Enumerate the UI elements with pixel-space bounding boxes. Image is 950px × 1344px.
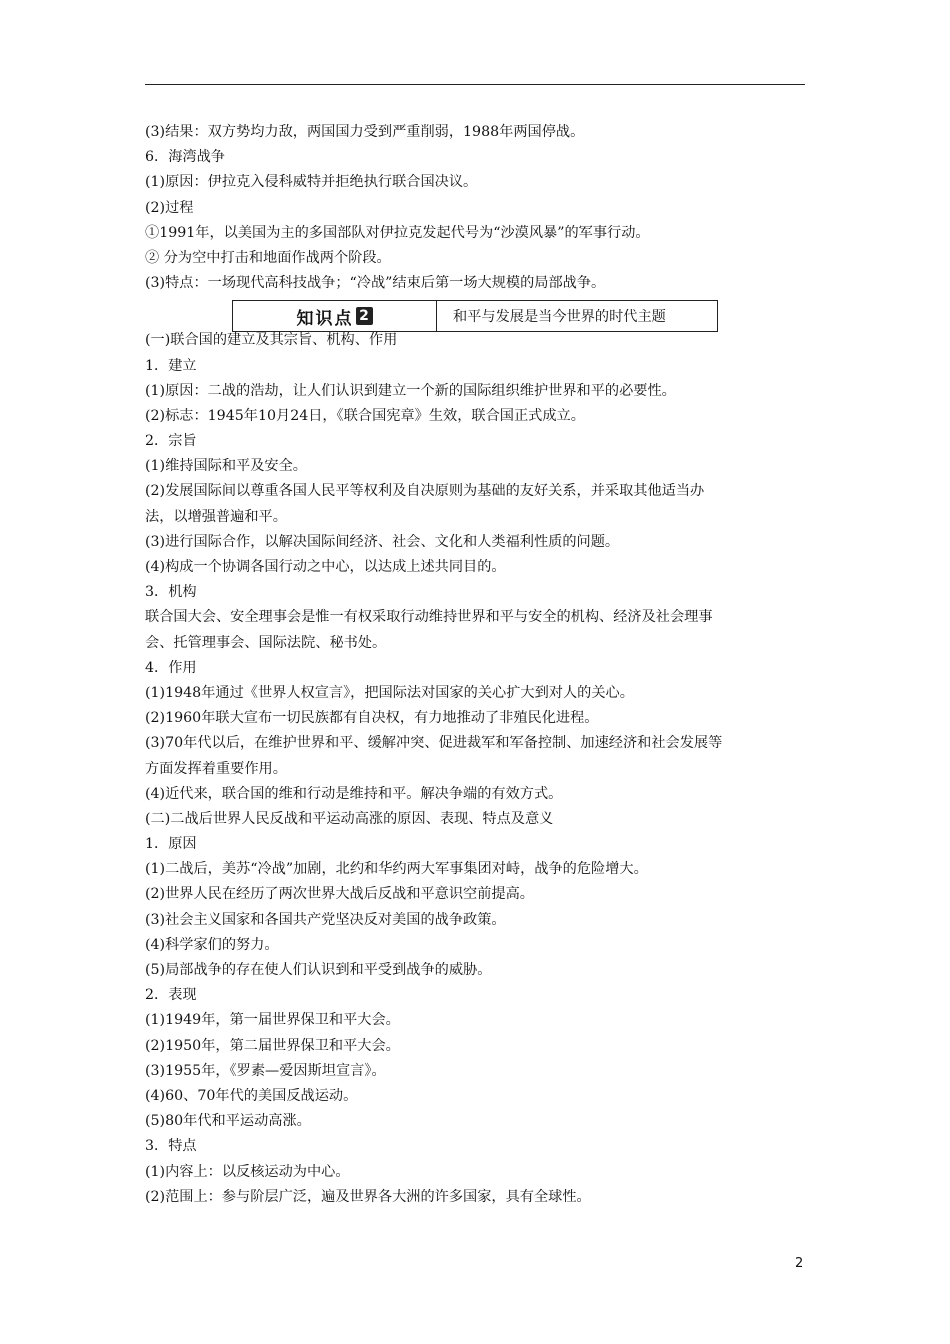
text-line: (1)1949年，第一届世界保卫和平大会。 xyxy=(145,1012,400,1029)
text-line: (4)科学家们的努力。 xyxy=(145,936,279,953)
text-line: 法，以增强普遍和平。 xyxy=(145,508,287,525)
text-line: (1)内容上：以反核运动为中心。 xyxy=(145,1163,350,1180)
text-line: 3．机构 xyxy=(145,584,197,601)
text-line: (2)过程 xyxy=(145,199,194,216)
text-line: ② 分为空中打击和地面作战两个阶段。 xyxy=(145,249,391,266)
text-line: (1)原因：二战的浩劫，让人们认识到建立一个新的国际组织维护世界和平的必要性。 xyxy=(145,382,676,399)
text-line: (3)特点：一场现代高科技战争；“冷战”结束后第一场大规模的局部战争。 xyxy=(145,275,606,292)
text-line: (2)标志：1945年10月24日，《联合国宪章》生效，联合国正式成立。 xyxy=(145,407,585,424)
knowledge-point-title: 和平与发展是当今世界的时代主题 xyxy=(453,309,666,325)
text-line: (1)原因：伊拉克入侵科威特并拒绝执行联合国决议。 xyxy=(145,174,478,191)
text-line: (4)近代来，联合国的维和行动是维持和平。解决争端的有效方式。 xyxy=(145,785,563,802)
knowledge-point-text: 知识点 xyxy=(296,308,354,329)
document-body xyxy=(145,120,810,1210)
text-line: 方面发挥着重要作用。 xyxy=(145,760,287,777)
header-rule xyxy=(145,84,805,85)
text-line: 3．特点 xyxy=(145,1138,197,1155)
text-line: (二)二战后世界人民反战和平运动高涨的原因、表现、特点及意义 xyxy=(145,810,554,827)
knowledge-point-box xyxy=(232,300,718,332)
knowledge-point-label xyxy=(233,301,437,331)
text-line: 会、托管理事会、国际法院、秘书处。 xyxy=(145,634,387,651)
text-line: (5)80年代和平运动高涨。 xyxy=(145,1113,311,1130)
text-line: 6．海湾战争 xyxy=(145,149,225,166)
text-line: (2)范围上：参与阶层广泛，遍及世界各大洲的许多国家，具有全球性。 xyxy=(145,1188,591,1205)
text-line: 2．表现 xyxy=(145,987,197,1004)
text-line: (3)结果：双方势均力敌，两国国力受到严重削弱，1988年两国停战。 xyxy=(145,124,585,140)
text-line: (2)1950年，第二届世界保卫和平大会。 xyxy=(145,1037,400,1054)
text-line: (2)1960年联大宣布一切民族都有自决权，有力地推动了非殖民化进程。 xyxy=(145,710,599,727)
knowledge-point-number: 2 xyxy=(356,307,373,325)
text-line: (1)1948年通过《世界人权宣言》，把国际法对国家的关心扩大到对人的关心。 xyxy=(145,684,634,701)
page-number: 2 xyxy=(795,1256,804,1271)
text-line: (2)世界人民在经历了两次世界大战后反战和平意识空前提高。 xyxy=(145,886,534,903)
text-line: (3)70年代以后，在维护世界和平、缓解冲突、促进裁军和军备控制、加速经济和社会发展等 xyxy=(145,735,723,752)
text-line: (1)二战后，美苏“冷战”加剧，北约和华约两大军事集团对峙，战争的危险增大。 xyxy=(145,861,648,878)
text-line: 1．建立 xyxy=(145,357,197,374)
text-line: (2)发展国际间以尊重各国人民平等权利及自决原则为基础的友好关系，并采取其他适当办 xyxy=(145,483,705,500)
section-before xyxy=(145,120,810,296)
text-line: (3)1955年，《罗素—爱因斯坦宣言》。 xyxy=(145,1062,386,1079)
text-line: (1)维持国际和平及安全。 xyxy=(145,458,307,475)
text-line: (4)60、70年代的美国反战运动。 xyxy=(145,1087,358,1104)
text-line: 联合国大会、安全理事会是惟一有权采取行动维持世界和平与安全的机构、经济及社会理事 xyxy=(145,609,713,626)
text-line: (一)联合国的建立及其宗旨、机构、作用 xyxy=(145,332,398,349)
text-line: (3)进行国际合作，以解决国际间经济、社会、文化和人类福利性质的问题。 xyxy=(145,533,620,550)
section-after xyxy=(145,328,810,1210)
text-line: (4)构成一个协调各国行动之中心，以达成上述共同目的。 xyxy=(145,559,506,575)
text-line: ①1991年，以美国为主的多国部队对伊拉克发起代号为“沙漠风暴”的军事行动。 xyxy=(145,224,650,241)
text-line: (3)社会主义国家和各国共产党坚决反对美国的战争政策。 xyxy=(145,911,506,928)
text-line: 2．宗旨 xyxy=(145,433,197,450)
text-line: 1．原因 xyxy=(145,836,197,853)
text-line: 4．作用 xyxy=(145,659,197,676)
text-line: (5)局部战争的存在使人们认识到和平受到战争的威胁。 xyxy=(145,962,492,978)
